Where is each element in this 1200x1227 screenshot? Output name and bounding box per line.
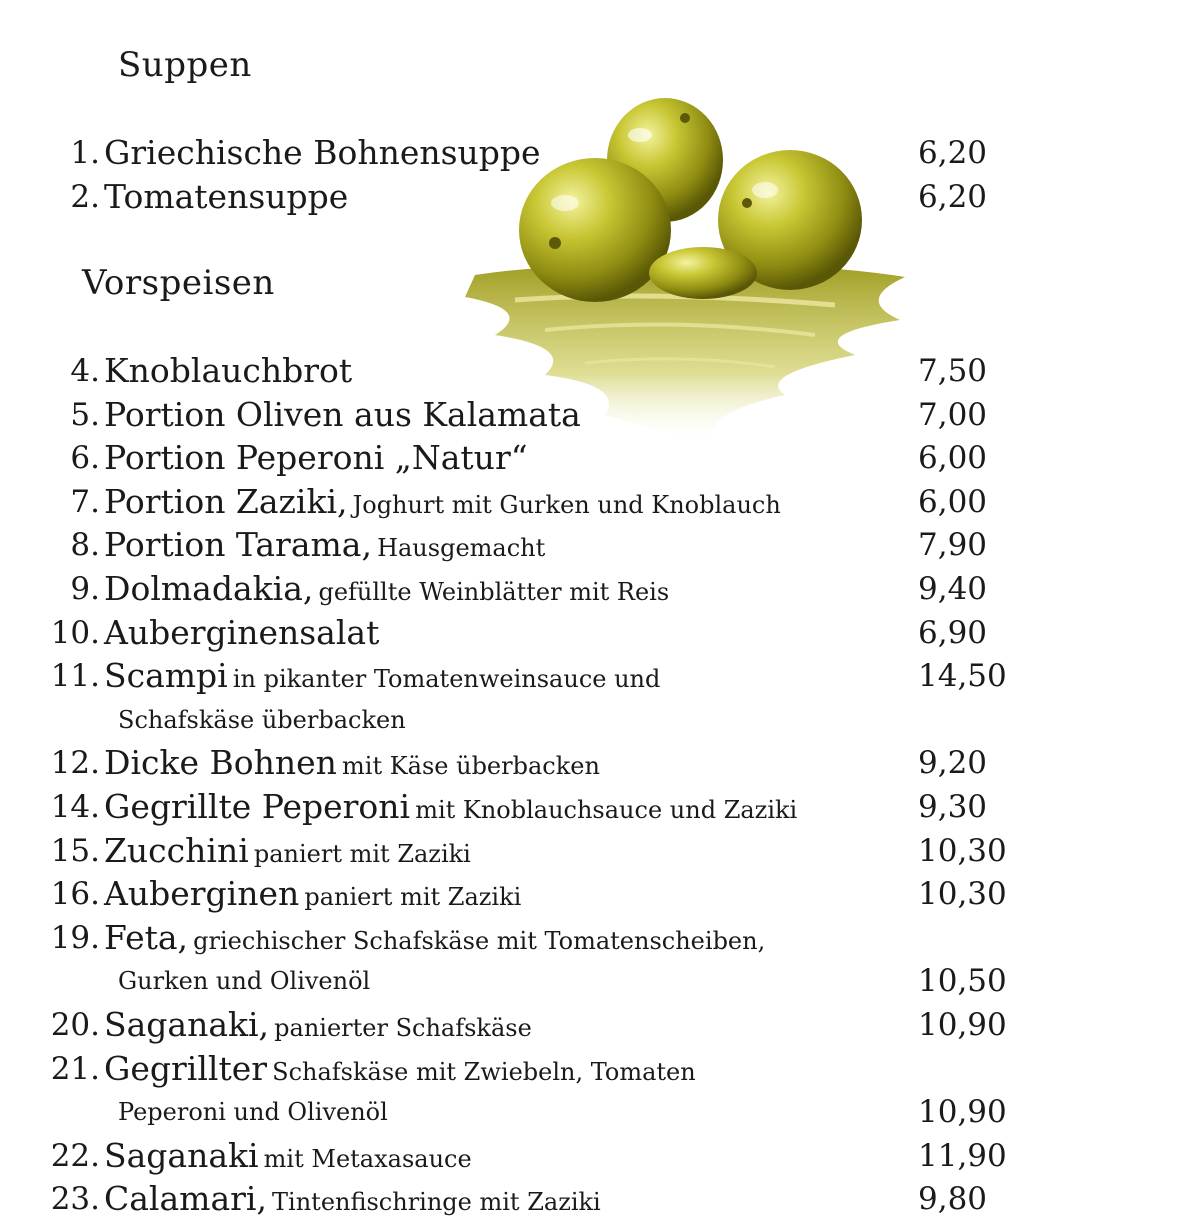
item-text (104, 741, 600, 791)
item-number: 10. (50, 614, 100, 651)
item-name: Portion Zaziki, (104, 481, 348, 521)
item-number: 9. (70, 571, 100, 607)
item-name: Saganaki (104, 1135, 259, 1175)
item-text (104, 349, 352, 399)
section-heading-suppen: Suppen (118, 45, 252, 85)
item-name: Saganaki, (104, 1005, 270, 1044)
item-name: Scampi (104, 656, 228, 696)
menu-item (0, 829, 1200, 873)
item-name: Feta, (104, 917, 189, 957)
item-price: 10,90 (918, 1007, 1007, 1043)
item-description: Schafskäse überbacken (118, 705, 406, 734)
item-price: 10,30 (918, 832, 1007, 869)
item-number: 16. (50, 876, 100, 913)
item-text (104, 916, 765, 966)
item-number: 5. (70, 396, 100, 433)
menu-item (0, 1047, 1200, 1091)
item-description: paniert mit Zaziki (304, 883, 522, 912)
item-text (104, 785, 797, 835)
menu-item (0, 480, 1200, 524)
menu-item (0, 1090, 1200, 1134)
item-price: 6,00 (918, 440, 988, 477)
item-name: Auberginensalat (104, 612, 380, 652)
menu-item (0, 1177, 1200, 1221)
item-description: paniert mit Zaziki (253, 839, 471, 868)
section-heading-vorspeisen: Vorspeisen (82, 263, 275, 303)
item-description: mit Knoblauchsauce und Zaziki (415, 796, 798, 824)
item-text (104, 175, 348, 225)
item-name: Gegrillter (104, 1048, 268, 1088)
item-number: 23. (50, 1181, 100, 1218)
item-price: 10,90 (918, 1094, 1007, 1131)
item-price: 9,30 (918, 789, 988, 825)
item-text (104, 654, 660, 704)
item-name: Auberginen (104, 874, 300, 914)
item-text (104, 611, 379, 661)
item-price: 6,90 (918, 614, 988, 651)
item-number: 21. (50, 1050, 100, 1087)
item-number: 19. (50, 919, 100, 956)
item-number: 15. (50, 832, 100, 869)
menu-item (0, 175, 1200, 219)
item-name: Griechische Bohnensuppe (104, 133, 541, 172)
item-number: 14. (50, 789, 100, 825)
item-description: gefüllte Weinblätter mit Reis (318, 578, 670, 606)
menu-item (0, 1003, 1200, 1047)
menu-item (0, 785, 1200, 829)
item-price: 9,40 (918, 571, 988, 607)
item-description: Joghurt mit Gurken und Knoblauch (352, 490, 781, 519)
item-name: Portion Tarama, (104, 525, 372, 565)
menu-item (0, 872, 1200, 916)
item-text (104, 1003, 532, 1053)
item-description: Gurken und Olivenöl (118, 967, 371, 996)
item-number: 1. (70, 135, 100, 171)
item-name: Tomatensuppe (104, 177, 349, 216)
item-text (104, 1047, 696, 1097)
item-text (118, 698, 406, 745)
item-name: Calamari, (104, 1179, 267, 1219)
item-description: Tintenfischringe mit Zaziki (272, 1188, 601, 1217)
item-number: 20. (50, 1007, 100, 1043)
item-text (104, 393, 581, 443)
item-number: 6. (70, 440, 100, 477)
item-price: 7,50 (918, 353, 988, 389)
menu-item (0, 698, 1200, 742)
item-description: mit Käse überbacken (342, 752, 600, 781)
item-price: 6,20 (918, 135, 988, 171)
item-price: 11,90 (918, 1137, 1007, 1174)
item-text (104, 1134, 472, 1184)
item-description: mit Metaxasauce (263, 1144, 472, 1173)
item-number: 22. (50, 1137, 100, 1174)
item-text (104, 436, 528, 486)
item-name: Dolmadakia, (104, 569, 314, 608)
menu-item (0, 916, 1200, 960)
item-price: 14,50 (918, 658, 1007, 695)
item-text (104, 480, 781, 530)
item-description: panierter Schafskäse (274, 1014, 532, 1042)
item-number: 11. (50, 658, 100, 695)
item-text (104, 872, 521, 922)
item-name: Dicke Bohnen (104, 743, 337, 783)
item-text (104, 829, 471, 879)
menu-item (0, 523, 1200, 567)
menu-item (0, 567, 1200, 611)
item-description: Schafskäse mit Zwiebeln, Tomaten (272, 1057, 696, 1086)
item-name: Knoblauchbrot (104, 351, 353, 390)
menu-item (0, 436, 1200, 480)
item-number: 8. (70, 527, 100, 564)
item-number: 12. (50, 745, 100, 782)
item-number: 4. (70, 353, 100, 389)
menu-item (0, 349, 1200, 393)
item-text (118, 1090, 388, 1137)
item-description: griechischer Schafskäse mit Tomatenscheiben, (193, 926, 766, 955)
item-price: 6,20 (918, 179, 988, 215)
menu-item (0, 611, 1200, 655)
item-description: Hausgemacht (377, 534, 546, 563)
item-number: 2. (70, 179, 100, 215)
item-text (104, 1177, 601, 1227)
item-text (104, 131, 541, 181)
menu-item (0, 959, 1200, 1003)
item-name: Gegrillte Peperoni (104, 787, 411, 826)
item-price: 10,50 (918, 963, 1007, 1000)
item-description: in pikanter Tomatenweinsauce und (232, 665, 661, 694)
item-price: 9,20 (918, 745, 988, 782)
menu-item (0, 131, 1200, 175)
item-price: 9,80 (918, 1181, 988, 1218)
item-name: Zucchini (104, 830, 249, 870)
menu-item (0, 654, 1200, 698)
item-name: Portion Oliven aus Kalamata (104, 394, 581, 434)
item-price: 7,90 (918, 527, 988, 564)
item-description: Peperoni und Olivenöl (118, 1098, 388, 1127)
item-number: 7. (70, 483, 100, 520)
item-text (118, 959, 370, 1006)
item-text (104, 567, 669, 617)
menu-item (0, 741, 1200, 785)
menu-item (0, 1134, 1200, 1178)
item-name: Portion Peperoni „Natur“ (104, 438, 528, 478)
item-price: 6,00 (918, 483, 988, 520)
item-price: 7,00 (918, 396, 988, 433)
menu-item (0, 393, 1200, 437)
item-text (104, 523, 545, 573)
item-price: 10,30 (918, 876, 1007, 913)
